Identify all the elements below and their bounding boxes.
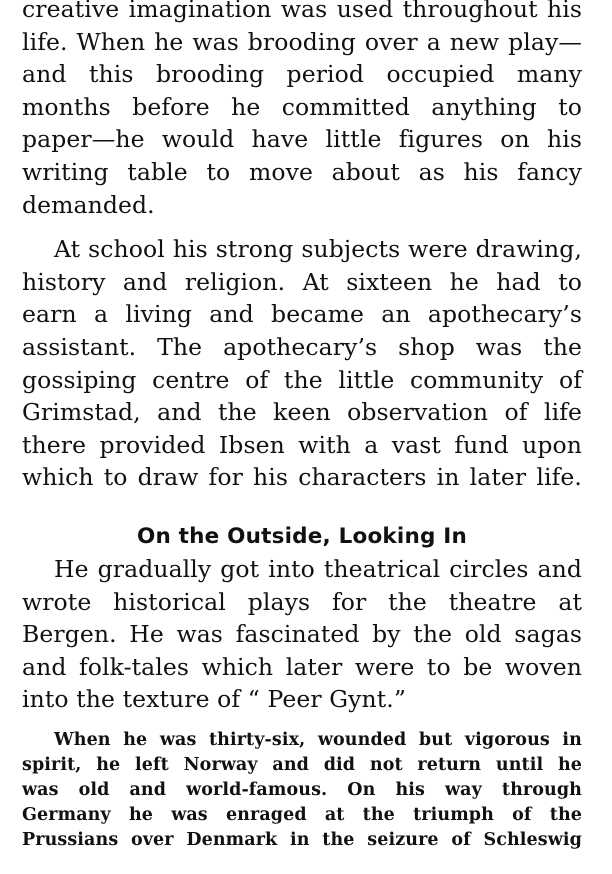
text-line: and this brooding period occupied many <box>22 60 582 89</box>
text-line: there provided Ibsen with a vast fund upon <box>22 430 582 459</box>
text-line: gossiping centre of the little community of <box>22 365 582 394</box>
text-line: wrote historical plays for the theatre at <box>22 587 582 616</box>
text-line: writing table to move about as his fancy <box>22 157 582 186</box>
text-line: was old and world-famous. On his way through <box>22 779 582 800</box>
text-line: months before he committed anything to <box>22 92 582 121</box>
text-line: Germany he was enraged at the triumph of the <box>22 804 582 825</box>
paragraph-3 <box>22 553 582 716</box>
text-line: demanded. <box>22 190 155 219</box>
text-line: life. When he was brooding over a new play— <box>22 27 582 56</box>
text-line: At school his strong subjects were drawing, <box>54 235 582 264</box>
text-line: Bergen. He was fascinated by the old sagas <box>22 620 582 649</box>
text-line: paper—he would have little figures on his <box>22 125 582 154</box>
text-line: When he was thirty-six, wounded but vigorous in <box>54 729 582 750</box>
paragraph-1 <box>22 0 582 221</box>
text-line: Grimstad, and the keen observation of life <box>22 398 582 427</box>
text-line: spirit, he left Norway and did not return until he <box>22 754 582 775</box>
text-line: into the texture of “ Peer Gynt.” <box>22 685 406 714</box>
paragraph-4 <box>22 728 582 853</box>
text-line: history and religion. At sixteen he had to <box>22 267 582 296</box>
section-heading: On the Outside, Looking In <box>137 523 467 549</box>
text-line: which to draw for his characters in later life. <box>22 463 582 492</box>
text-line: He gradually got into theatrical circles and <box>54 554 582 583</box>
text-line: earn a living and became an apothecary’s <box>22 300 582 329</box>
page-body <box>22 0 582 853</box>
text-line: Prussians over Denmark in the seizure of Schleswig <box>22 829 582 850</box>
paragraph-2 <box>22 233 582 494</box>
text-line: assistant. The apothecary’s shop was the <box>22 332 582 361</box>
text-line: creative imagination was used throughout his <box>22 0 582 23</box>
text-line: and folk-tales which later were to be woven <box>22 652 582 681</box>
